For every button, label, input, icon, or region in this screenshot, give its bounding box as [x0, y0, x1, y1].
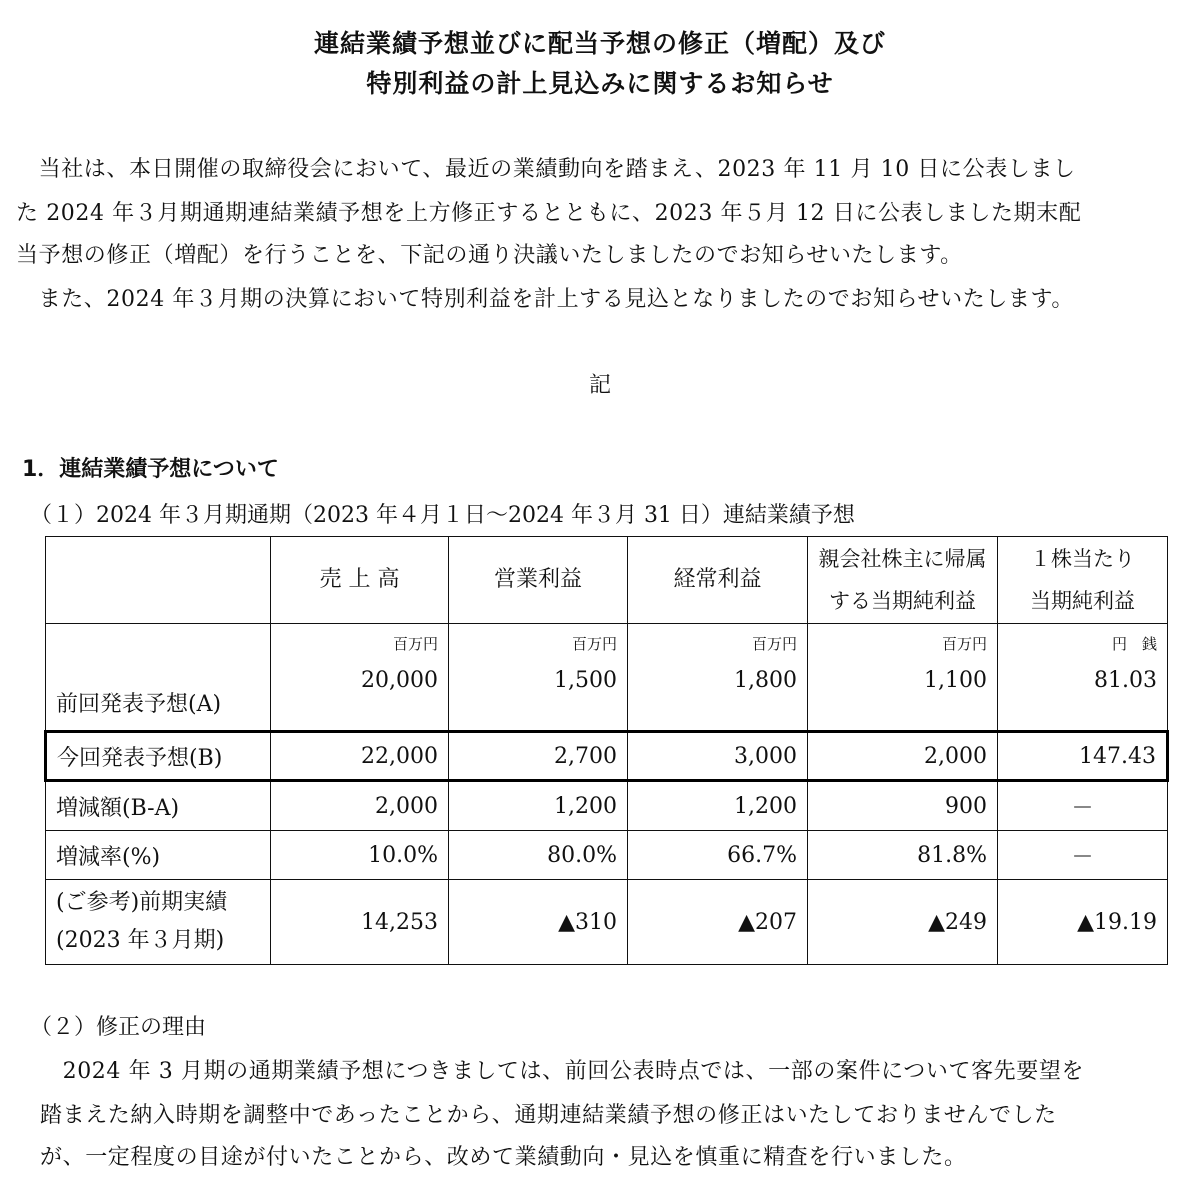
- table-row-highlighted: [46, 732, 1168, 781]
- ki-marker: 記: [588, 373, 611, 398]
- cell-operating-profit: 1,200: [449, 781, 628, 831]
- row-label: 今回発表予想(B): [46, 732, 271, 781]
- header-sales: 売 上 高: [271, 537, 449, 624]
- cell-ordinary-profit: ▲207: [628, 880, 808, 965]
- row-label-line2: (2023 年３月期): [56, 928, 225, 953]
- intro-paragraph-line1: 当社は、本日開催の取締役会において、最近の業績動向を踏まえ、2023 年 11 月 10 日に公表しまし: [16, 157, 1076, 182]
- row-label: 増減率(%): [46, 831, 271, 880]
- cell-net-profit: 81.8%: [808, 831, 998, 880]
- table-header-row: [46, 537, 1168, 624]
- header-net-profit-line2: する当期純利益: [829, 589, 976, 613]
- row-label: [46, 880, 271, 965]
- value: 81.03: [1094, 668, 1157, 693]
- reason-paragraph-line2: 踏まえた納入時期を調整中であったことから、通期連結業績予想の修正はいたしておりませんでした: [40, 1103, 1057, 1128]
- table-row: [46, 880, 1168, 965]
- header-operating-profit: 営業利益: [449, 537, 628, 624]
- value: 1,800: [734, 668, 797, 693]
- row-label: 前回発表予想(A): [46, 624, 271, 732]
- table-row: [46, 831, 1168, 880]
- cell-sales: [271, 624, 449, 732]
- cell-eps: ▲19.19: [998, 880, 1168, 965]
- cell-net-profit: ▲249: [808, 880, 998, 965]
- intro-paragraph-line3: 当予想の修正（増配）を行うことを、下記の通り決議いたしましたのでお知らせいたします。: [16, 243, 963, 268]
- cell-eps: [998, 624, 1168, 732]
- header-eps-line2: 当期純利益: [1030, 589, 1135, 613]
- section1-heading: 1．連結業績予想について: [22, 457, 279, 482]
- document-title-line1: 連結業績予想並びに配当予想の修正（増配）及び: [313, 29, 886, 58]
- unit-label: 百万円: [751, 635, 797, 653]
- cell-eps: －: [998, 781, 1168, 831]
- value: 20,000: [361, 668, 438, 693]
- cell-ordinary-profit: 1,200: [628, 781, 808, 831]
- forecast-table: [44, 536, 1169, 965]
- header-net-profit: [808, 537, 998, 624]
- cell-sales: 2,000: [271, 781, 449, 831]
- intro-paragraph2: また、2024 年３月期の決算において特別利益を計上する見込となりましたのでお知らせいたします。: [16, 287, 1074, 312]
- header-eps-line1: １株当たり: [1030, 547, 1135, 571]
- section2-heading: （２）修正の理由: [30, 1015, 207, 1040]
- cell-operating-profit: 80.0%: [449, 831, 628, 880]
- cell-eps: 147.43: [998, 732, 1168, 781]
- unit-label: 円 銭: [1111, 635, 1157, 653]
- cell-sales: 14,253: [271, 880, 449, 965]
- table-row: [46, 624, 1168, 732]
- cell-ordinary-profit: [628, 624, 808, 732]
- cell-net-profit: [808, 624, 998, 732]
- reason-paragraph-line3: が、一定程度の目途が付いたことから、改めて業績動向・見込を慎重に精査を行いました。: [40, 1145, 967, 1170]
- cell-net-profit: 900: [808, 781, 998, 831]
- row-label-line1: (ご参考)前期実績: [56, 890, 228, 915]
- cell-operating-profit: 2,700: [449, 732, 628, 781]
- cell-eps: －: [998, 831, 1168, 880]
- header-eps: [998, 537, 1168, 624]
- unit-label: 百万円: [571, 635, 617, 653]
- header-net-profit-line1: 親会社株主に帰属: [818, 547, 987, 571]
- cell-ordinary-profit: 66.7%: [628, 831, 808, 880]
- cell-ordinary-profit: 3,000: [628, 732, 808, 781]
- header-ordinary-profit: 経常利益: [628, 537, 808, 624]
- cell-net-profit: 2,000: [808, 732, 998, 781]
- document-title-line2: 特別利益の計上見込みに関するお知らせ: [366, 69, 834, 98]
- row-label: 増減額(B-A): [46, 781, 271, 831]
- value: 1,100: [924, 668, 987, 693]
- reason-paragraph-line1: 2024 年 3 月期の通期業績予想につきましては、前回公表時点では、一部の案件について客先要望を: [40, 1059, 1085, 1084]
- value: 1,500: [554, 668, 617, 693]
- table-row: [46, 781, 1168, 831]
- intro-paragraph-line2: た 2024 年３月期通期連結業績予想を上方修正するとともに、2023 年５月 12 日に公表しました期末配: [16, 201, 1082, 226]
- cell-operating-profit: [449, 624, 628, 732]
- cell-sales: 10.0%: [271, 831, 449, 880]
- header-blank: [46, 537, 271, 624]
- cell-sales: 22,000: [271, 732, 449, 781]
- section1-subheading: （１）2024 年３月期通期（2023 年４月１日～2024 年３月 31 日）連結業績予想: [30, 503, 855, 528]
- unit-label: 百万円: [941, 635, 987, 653]
- unit-label: 百万円: [392, 635, 438, 653]
- cell-operating-profit: ▲310: [449, 880, 628, 965]
